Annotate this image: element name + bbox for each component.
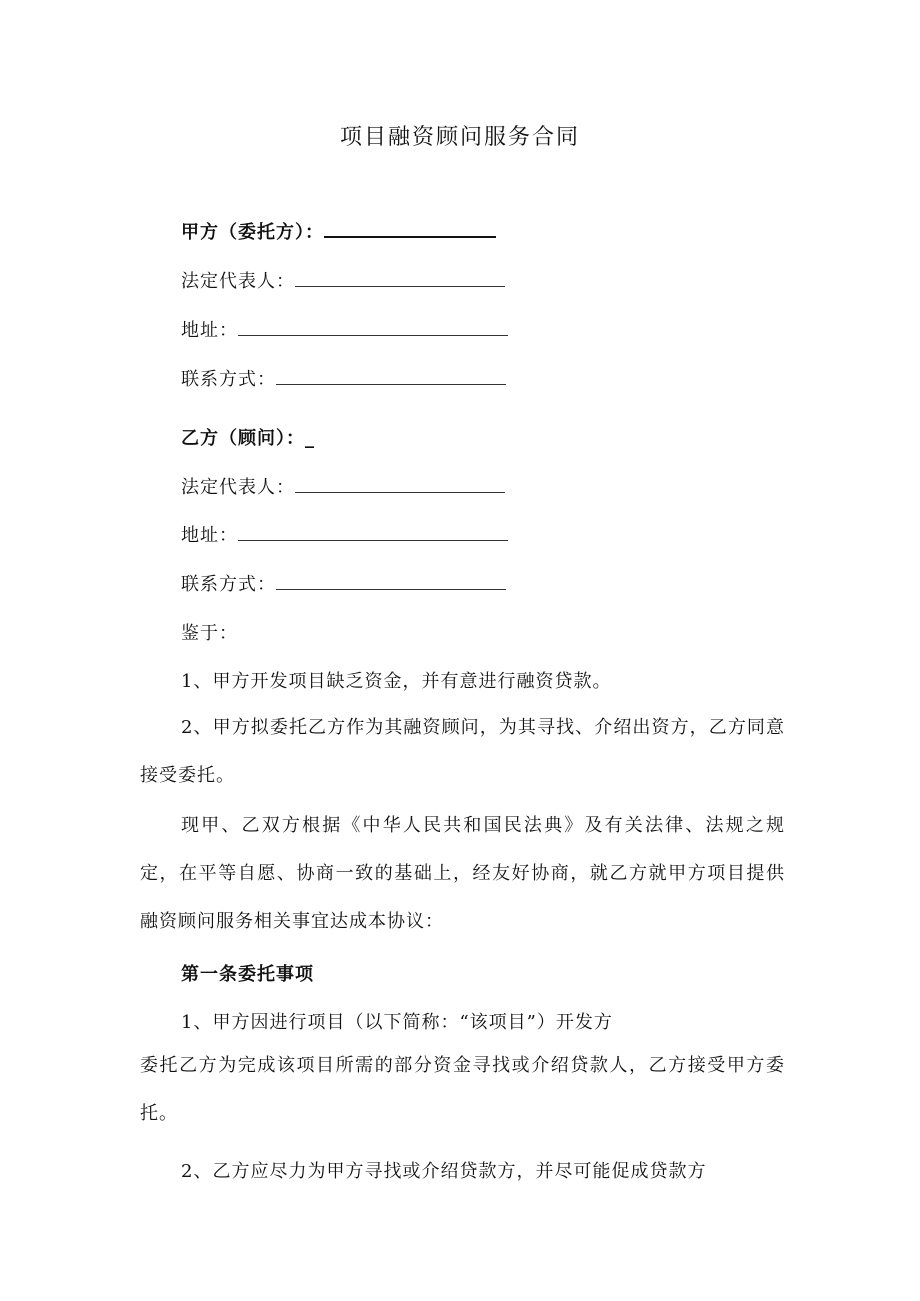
party-a-contact-label: 联系方式： (181, 369, 276, 390)
party-a-rep-label: 法定代表人： (181, 271, 295, 292)
intro-paragraph: 现甲、乙双方根据《中华人民共和国民法典》及有关法律、法规之规定，在平等自愿、协商一致的基础上，经友好协商，就乙方就甲方项目提供融资顾问服务相关事宜达成本协议： (140, 815, 785, 932)
party-a-address-blank (238, 334, 508, 336)
party-a-rep-line (181, 267, 505, 293)
party-b-rep-line (181, 473, 505, 499)
party-b-heading-blank: _ (305, 428, 315, 449)
party-b-address-blank (238, 539, 508, 541)
party-b-contact-blank (276, 588, 506, 590)
party-b-address-line (181, 521, 508, 547)
article-1-item-1-line-1: 1、甲方因进行项目（以下简称：“该项目”）开发方 (181, 1012, 613, 1033)
party-b-address-label: 地址： (181, 525, 238, 546)
party-a-contact-line (181, 365, 506, 391)
document-title: 项目融资顾问服务合同 (339, 125, 580, 150)
party-b-rep-blank (295, 491, 505, 493)
whereas-item-1: 1、甲方开发项目缺乏资金，并有意进行融资贷款。 (181, 671, 612, 692)
party-b-contact-label: 联系方式： (181, 574, 276, 595)
party-a-heading: 甲方（委托方）： (181, 222, 324, 243)
party-b-heading-line (181, 424, 315, 450)
party-a-rep-blank (295, 285, 505, 287)
party-a-contact-blank (276, 383, 506, 385)
party-a-name-blank (324, 235, 496, 238)
party-a-heading-line (181, 218, 496, 244)
party-b-contact-line (181, 570, 506, 596)
article-1-title: 第一条委托事项 (181, 964, 314, 985)
party-b-rep-label: 法定代表人： (181, 477, 295, 498)
article-1-item-1-line-2: 委托乙方为完成该项目所需的部分资金寻找或介绍贷款人，乙方接受甲方委托。 (140, 1055, 785, 1124)
whereas-label: 鉴于： (181, 623, 238, 644)
article-1-item-2: 2、乙方应尽力为甲方寻找或介绍贷款方，并尽可能促成贷款方 (181, 1161, 707, 1182)
whereas-item-2: 2、甲方拟委托乙方作为其融资顾问，为其寻找、介绍出资方，乙方同意接受委托。 (140, 717, 785, 786)
party-b-heading: 乙方（顾问）： (181, 428, 305, 449)
party-a-address-label: 地址： (181, 320, 238, 341)
party-a-address-line (181, 316, 508, 342)
